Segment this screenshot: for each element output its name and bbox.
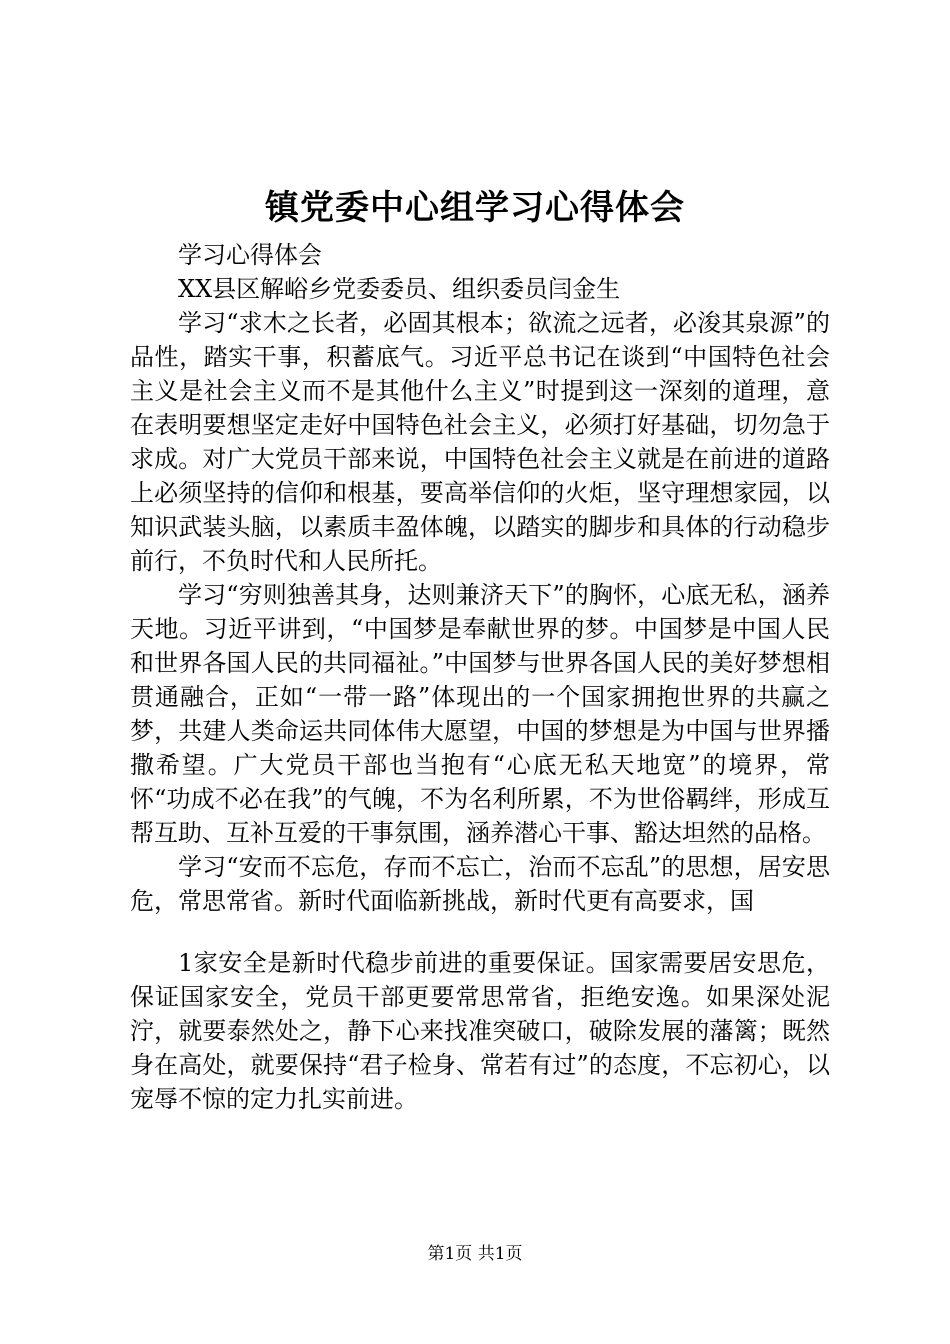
paragraph-roots: 学习“求木之长者，必固其根本；欲流之远者，必浚其泉源”的品性，踏实干事，积蓄底气。习近平总书记在谈到“中国特色社会主义是社会主义而不是其他什么主义”时提到这一深刻的道理，意在表明要想坚定走好中国特色社会主义，必须打好基础，切勿急于求成。对广大党员干部来说，中国特色社会主义就是在前进的道路上必须坚持的信仰和根基，要高举信仰的火炬，坚守理想家园，以知识武装头脑，以素质丰盈体魄，以踏实的脚步和具体的行动稳步前行，不负时代和人民所托。 bbox=[130, 309, 830, 575]
paragraph-heading: 学习心得体会 bbox=[178, 241, 322, 269]
paragraph-author: XX县区解峪乡党委委员、组织委员闫金生 bbox=[178, 275, 621, 303]
paragraph-selfless: 学习“穷则独善其身，达则兼济天下”的胸怀，心底无私，涵养天地。习近平讲到，“中国梦是奉献世界的梦。中国梦是中国人民和世界各国人民的共同福祉。”中国梦与世界各国人民的美好梦想相贯通融合，正如“一带一路”体现出的一个国家拥抱世界的共赢之梦，共建人类命运共同体伟大愿望，中国的梦想是为中国与世界播撒希望。广大党员干部也当抱有“心底无私天地宽”的境界，常怀“功成不必在我”的气魄，不为名利所累，不为世俗羁绊，形成互帮互助、互补互爱的干事氛围，涵养潜心干事、豁达坦然的品格。 bbox=[130, 581, 830, 847]
paragraph-vigilance: 学习“安而不忘危，存而不忘亡，治而不忘乱”的思想，居安思危，常思常省。新时代面临新挑战，新时代更有高要求，国 bbox=[130, 853, 830, 915]
document-body bbox=[130, 238, 830, 1116]
paragraph-security: 1家安全是新时代稳步前进的重要保证。国家需要居安思危，保证国家安全，党员干部更要常思常省，拒绝安逸。如果深处泥泞，就要泰然处之，静下心来找准突破口，破除发展的藩篱；既然身在高处，就要保持“君子检身、常若有过”的态度，不忘初心，以宠辱不惊的定力扎实前进。 bbox=[130, 949, 830, 1113]
document-title: 镇党委中心组学习心得体会 bbox=[265, 188, 685, 228]
page-number: 第1页 共1页 bbox=[427, 1244, 523, 1264]
